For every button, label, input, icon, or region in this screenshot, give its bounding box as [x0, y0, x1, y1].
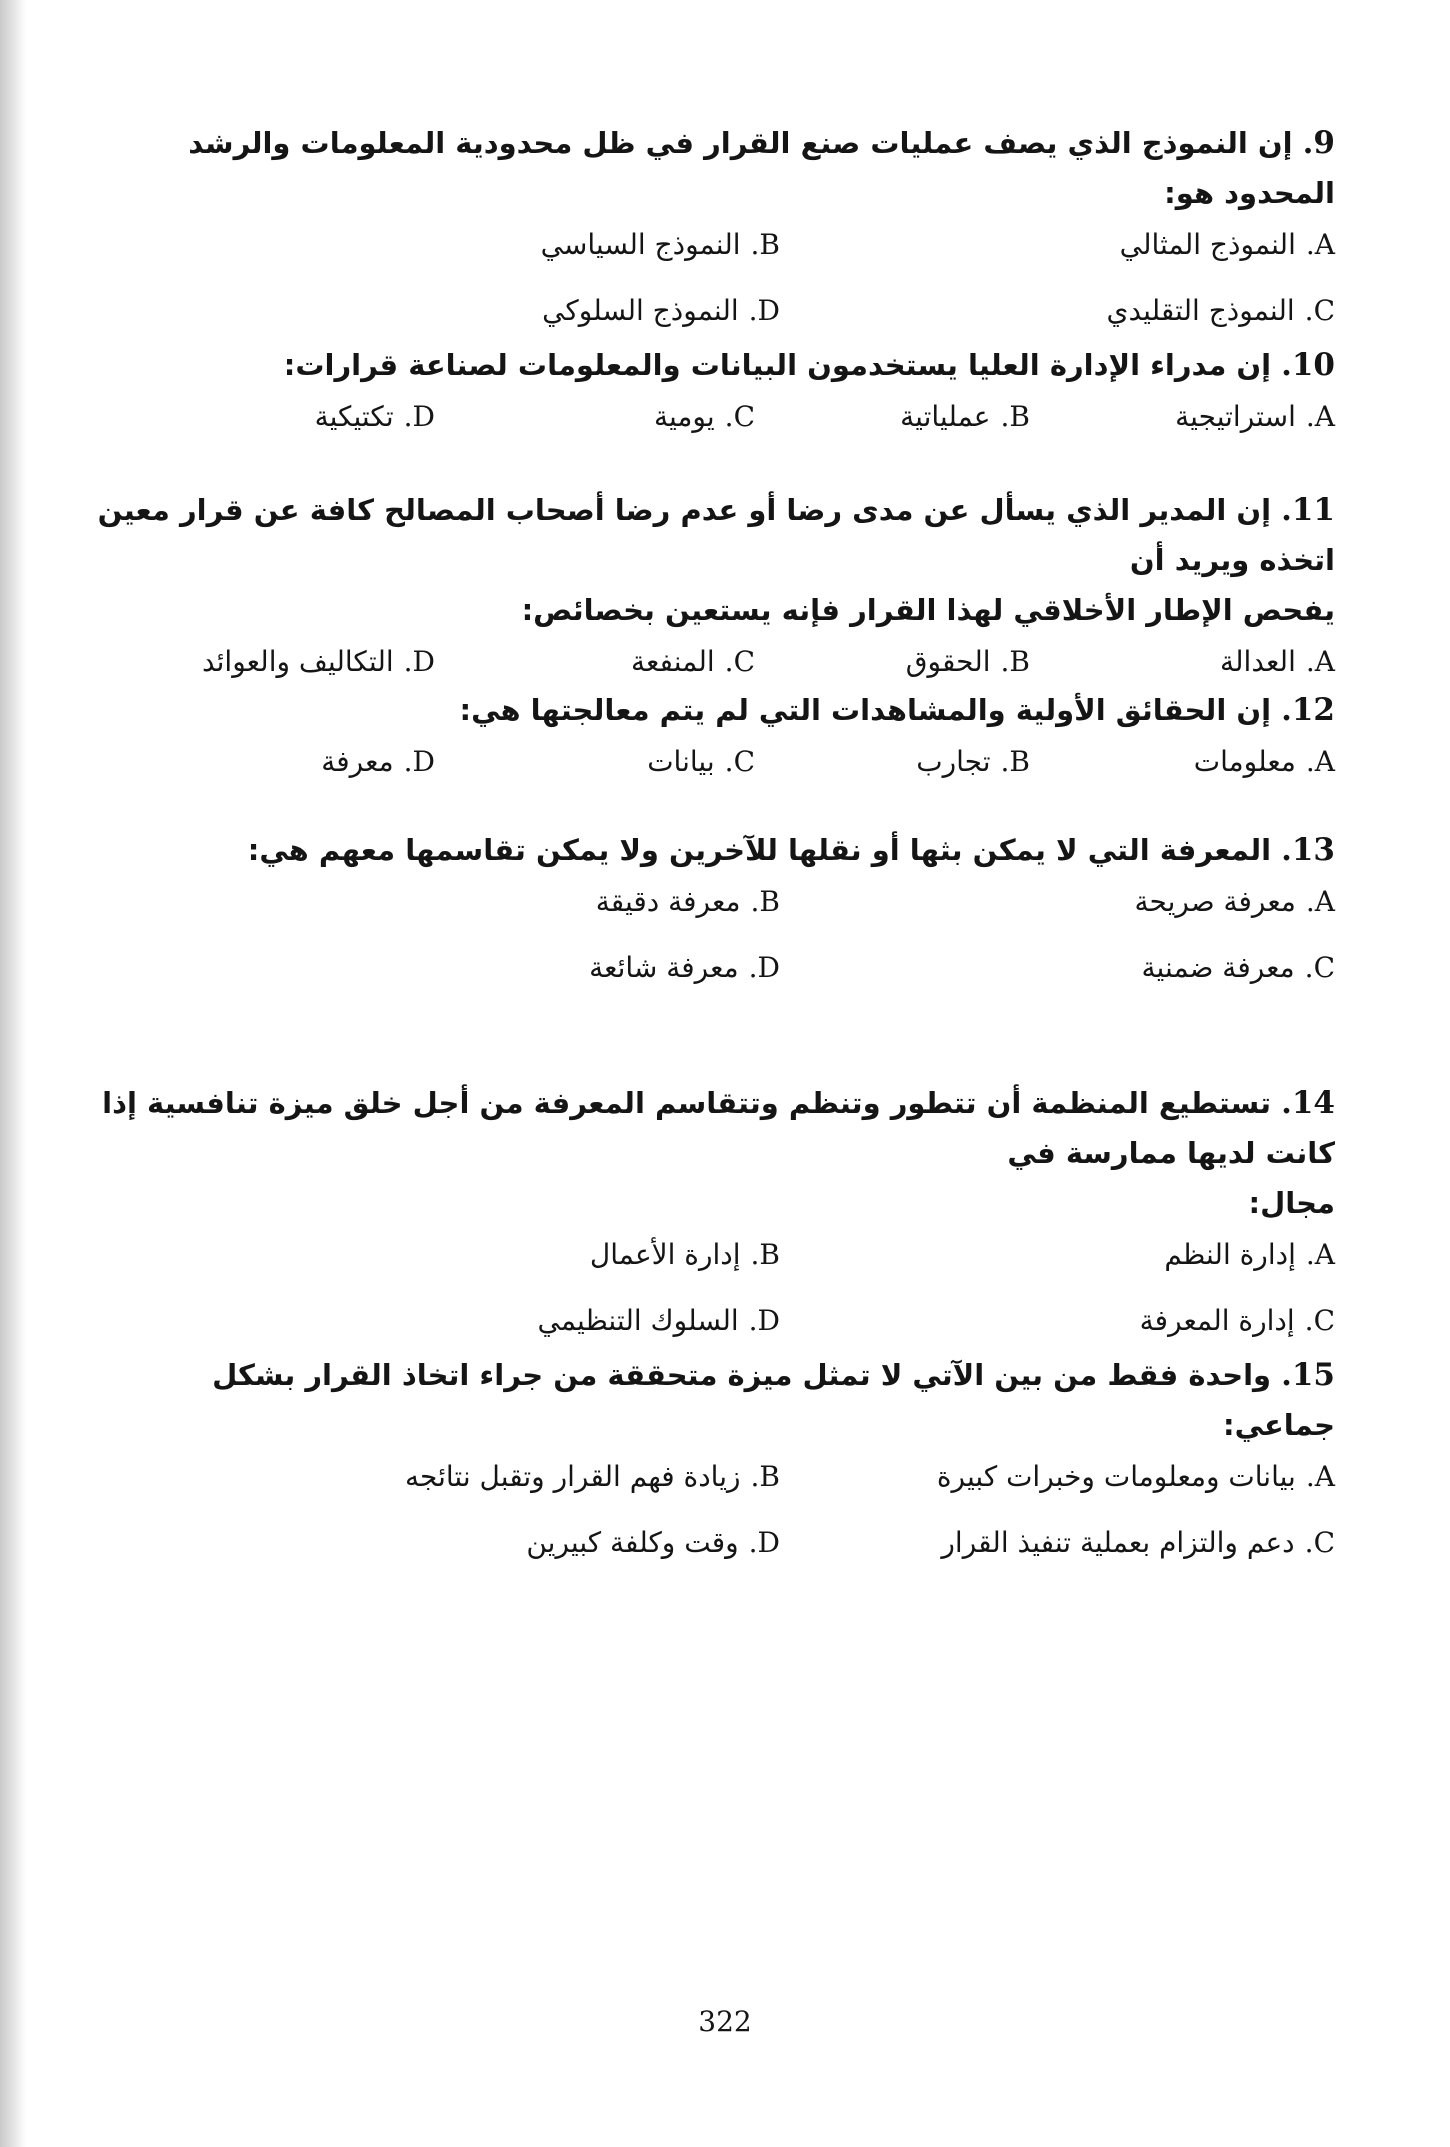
option-letter: D. [748, 1304, 780, 1337]
question-14 [95, 1078, 1335, 1360]
options-row [95, 875, 1335, 941]
option-text: بيانات ومعلومات وخبرات كبيرة [936, 1460, 1296, 1493]
question-number: 9. [1302, 125, 1335, 161]
option-letter: C. [1304, 951, 1335, 984]
option-text: تجارب [916, 745, 991, 778]
option-text: معرفة صريحة [1134, 885, 1296, 918]
option-d[interactable] [202, 645, 435, 678]
question-number: 10. [1281, 347, 1335, 383]
options-row [95, 1516, 1335, 1582]
option-letter: B. [1000, 645, 1030, 678]
page-number: 322 [698, 2005, 752, 2038]
option-text: معرفة شائعة [589, 951, 739, 984]
option-b[interactable] [590, 1238, 780, 1271]
question-text-continued: يفحص الإطار الأخلاقي لهذا القرار فإنه يستعين بخصائص: [521, 593, 1335, 627]
option-text: زيادة فهم القرار وتقبل نتائجه [404, 1460, 741, 1493]
options-row [95, 941, 1335, 1007]
option-text: المنفعة [631, 645, 715, 678]
option-text: النموذج المثالي [1119, 228, 1296, 261]
option-text: دعم والتزام بعملية تنفيذ القرار [941, 1526, 1295, 1559]
option-text: معرفة ضمنية [1141, 951, 1295, 984]
question-text: المعرفة التي لا يمكن بثها أو نقلها للآخرين ولا يمكن تقاسمها معهم هي: [247, 833, 1272, 867]
question-number: 11. [1281, 492, 1335, 528]
question-number: 12. [1281, 692, 1335, 728]
option-text: معرفة دقيقة [595, 885, 741, 918]
option-text: العدالة [1220, 645, 1296, 678]
option-text: السلوك التنظيمي [537, 1304, 739, 1337]
question-text-continued: مجال: [1248, 1186, 1335, 1220]
question-number: 13. [1281, 832, 1335, 868]
option-letter: B. [750, 1460, 780, 1493]
option-text: معلومات [1193, 745, 1296, 778]
option-letter: A. [1305, 1238, 1335, 1271]
option-d[interactable] [321, 745, 435, 778]
option-letter: C. [1304, 294, 1335, 327]
option-d[interactable] [526, 1526, 780, 1559]
question-text: إن النموذج الذي يصف عمليات صنع القرار في ظل محدودية المعلومات والرشد المحدود هو: [188, 126, 1335, 210]
options-row [95, 1450, 1335, 1516]
option-text: النموذج السياسي [540, 228, 741, 261]
option-text: عملياتية [900, 400, 991, 433]
option-letter: D. [748, 294, 780, 327]
question-9 [95, 118, 1335, 350]
option-d[interactable] [542, 294, 780, 327]
option-letter: A. [1305, 645, 1335, 678]
option-text: إدارة الأعمال [589, 1238, 741, 1271]
question-13 [95, 825, 1335, 1007]
option-b[interactable] [596, 885, 780, 918]
question-text: واحدة فقط من بين الآتي لا تمثل ميزة متحققة من جراء اتخاذ القرار بشكل جماعي: [212, 1358, 1335, 1442]
option-letter: D. [748, 951, 780, 984]
option-letter: D. [403, 400, 435, 433]
question-text: تستطيع المنظمة أن تتطور وتنظم وتتقاسم المعرفة من أجل خلق ميزة تنافسية إذا كانت لديها ممارسة في [102, 1086, 1335, 1170]
question-12 [95, 685, 1335, 801]
option-c[interactable] [631, 645, 755, 678]
option-letter: A. [1305, 400, 1335, 433]
option-text: استراتيجية [1175, 400, 1296, 433]
option-text: بيانات [647, 745, 715, 778]
options-row [95, 390, 1335, 456]
option-text: التكاليف والعوائد [201, 645, 394, 678]
option-c[interactable] [654, 400, 755, 433]
option-text: النموذج التقليدي [1106, 294, 1295, 327]
option-b[interactable] [405, 1460, 780, 1493]
option-c[interactable] [1142, 951, 1335, 984]
option-c[interactable] [941, 1526, 1335, 1559]
option-d[interactable] [537, 1304, 780, 1337]
question-text: إن الحقائق الأولية والمشاهدات التي لم يتم معالجتها هي: [459, 693, 1272, 727]
option-letter: B. [1000, 745, 1030, 778]
option-a[interactable] [1120, 228, 1335, 261]
option-a[interactable] [1194, 745, 1335, 778]
option-b[interactable] [900, 400, 1030, 433]
option-text: إدارة النظم [1164, 1238, 1296, 1271]
option-letter: C. [1304, 1526, 1335, 1559]
option-letter: C. [724, 645, 755, 678]
option-a[interactable] [1220, 645, 1335, 678]
question-15 [95, 1350, 1335, 1582]
option-letter: C. [724, 745, 755, 778]
option-b[interactable] [906, 645, 1030, 678]
question-text: إن مدراء الإدارة العليا يستخدمون البيانات والمعلومات لصناعة قرارات: [283, 348, 1272, 382]
option-letter: B. [750, 228, 780, 261]
options-row [95, 735, 1335, 801]
option-letter: D. [403, 645, 435, 678]
question-10 [95, 340, 1335, 456]
option-letter: B. [750, 885, 780, 918]
option-letter: D. [748, 1526, 780, 1559]
option-d[interactable] [589, 951, 780, 984]
option-text: النموذج السلوكي [542, 294, 739, 327]
option-letter: B. [1000, 400, 1030, 433]
option-c[interactable] [1140, 1304, 1335, 1337]
option-a[interactable] [1164, 1238, 1335, 1271]
option-c[interactable] [647, 745, 755, 778]
question-number: 14. [1281, 1085, 1335, 1121]
option-b[interactable] [541, 228, 780, 261]
question-number: 15. [1281, 1357, 1335, 1393]
option-text: تكتيكية [314, 400, 394, 433]
option-letter: C. [724, 400, 755, 433]
option-text: معرفة [321, 745, 394, 778]
option-d[interactable] [315, 400, 435, 433]
option-letter: A. [1305, 1460, 1335, 1493]
option-text: إدارة المعرفة [1139, 1304, 1295, 1337]
option-a[interactable] [1135, 885, 1336, 918]
question-text: إن المدير الذي يسأل عن مدى رضا أو عدم رضا أصحاب المصالح كافة عن قرار معين اتخذه ويريد أن [97, 493, 1335, 577]
option-text: وقت وكلفة كبيرين [526, 1526, 739, 1559]
option-letter: A. [1305, 228, 1335, 261]
options-row [95, 1228, 1335, 1294]
option-letter: C. [1304, 1304, 1335, 1337]
option-a[interactable] [937, 1460, 1335, 1493]
option-b[interactable] [916, 745, 1030, 778]
option-letter: B. [750, 1238, 780, 1271]
options-row [95, 218, 1335, 284]
option-a[interactable] [1175, 400, 1335, 433]
option-letter: A. [1305, 885, 1335, 918]
question-11 [95, 485, 1335, 701]
option-text: الحقوق [905, 645, 991, 678]
option-c[interactable] [1107, 294, 1335, 327]
option-letter: D. [403, 745, 435, 778]
option-text: يومية [653, 400, 715, 433]
option-letter: A. [1305, 745, 1335, 778]
